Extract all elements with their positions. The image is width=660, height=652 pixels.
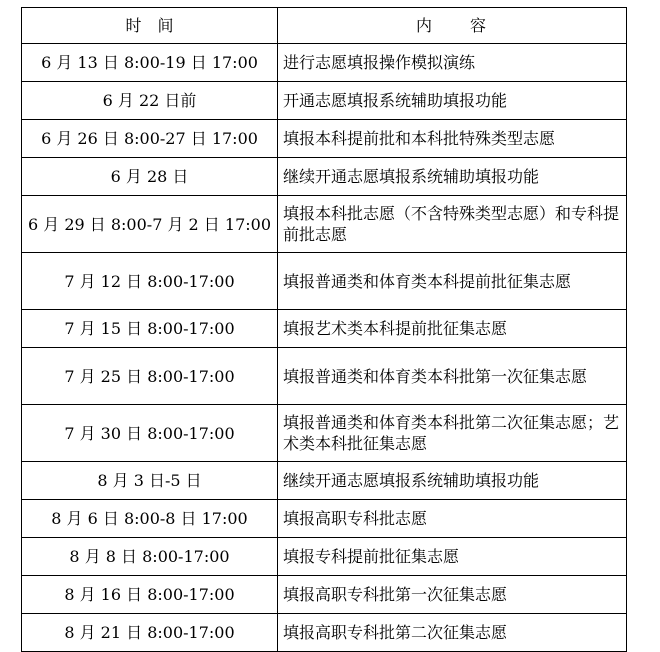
row-content: 填报高职专科批第一次征集志愿 [278,576,627,614]
schedule-table [21,7,627,652]
row-time: 8 月 16 日 8:00-17:00 [22,576,278,614]
table-row [22,576,627,614]
table-row [22,158,627,196]
row-content: 填报普通类和体育类本科批第一次征集志愿 [278,348,627,405]
row-content: 继续开通志愿填报系统辅助填报功能 [278,158,627,196]
row-time: 7 月 15 日 8:00-17:00 [22,310,278,348]
row-content: 填报本科批志愿（不含特殊类型志愿）和专科提前批志愿 [278,196,627,253]
row-content: 填报普通类和体育类本科批第二次征集志愿；艺术类本科批征集志愿 [278,405,627,462]
table-row [22,405,627,462]
row-time: 7 月 12 日 8:00-17:00 [22,253,278,310]
table-row [22,196,627,253]
row-content: 开通志愿填报系统辅助填报功能 [278,82,627,120]
row-time: 6 月 29 日 8:00-7 月 2 日 17:00 [22,196,278,253]
table-row [22,462,627,500]
row-time: 7 月 25 日 8:00-17:00 [22,348,278,405]
table-row [22,44,627,82]
row-content: 填报本科提前批和本科批特殊类型志愿 [278,120,627,158]
row-time: 8 月 21 日 8:00-17:00 [22,614,278,652]
table-row [22,538,627,576]
column-header-content: 内 容 [278,8,627,44]
table-row [22,500,627,538]
row-content: 填报专科提前批征集志愿 [278,538,627,576]
row-time: 8 月 8 日 8:00-17:00 [22,538,278,576]
table-row [22,253,627,310]
table-row [22,82,627,120]
row-time: 8 月 3 日-5 日 [22,462,278,500]
table-header-row [22,8,627,44]
row-time: 6 月 22 日前 [22,82,278,120]
row-content: 进行志愿填报操作模拟演练 [278,44,627,82]
row-content: 填报高职专科批志愿 [278,500,627,538]
table-row [22,310,627,348]
table-row [22,348,627,405]
row-content: 填报普通类和体育类本科提前批征集志愿 [278,253,627,310]
row-content: 继续开通志愿填报系统辅助填报功能 [278,462,627,500]
table-row [22,120,627,158]
row-time: 7 月 30 日 8:00-17:00 [22,405,278,462]
row-content: 填报高职专科批第二次征集志愿 [278,614,627,652]
row-time: 8 月 6 日 8:00-8 日 17:00 [22,500,278,538]
column-header-time: 时 间 [22,8,278,44]
row-time: 6 月 26 日 8:00-27 日 17:00 [22,120,278,158]
table-row [22,614,627,652]
row-time: 6 月 13 日 8:00-19 日 17:00 [22,44,278,82]
row-content: 填报艺术类本科提前批征集志愿 [278,310,627,348]
row-time: 6 月 28 日 [22,158,278,196]
